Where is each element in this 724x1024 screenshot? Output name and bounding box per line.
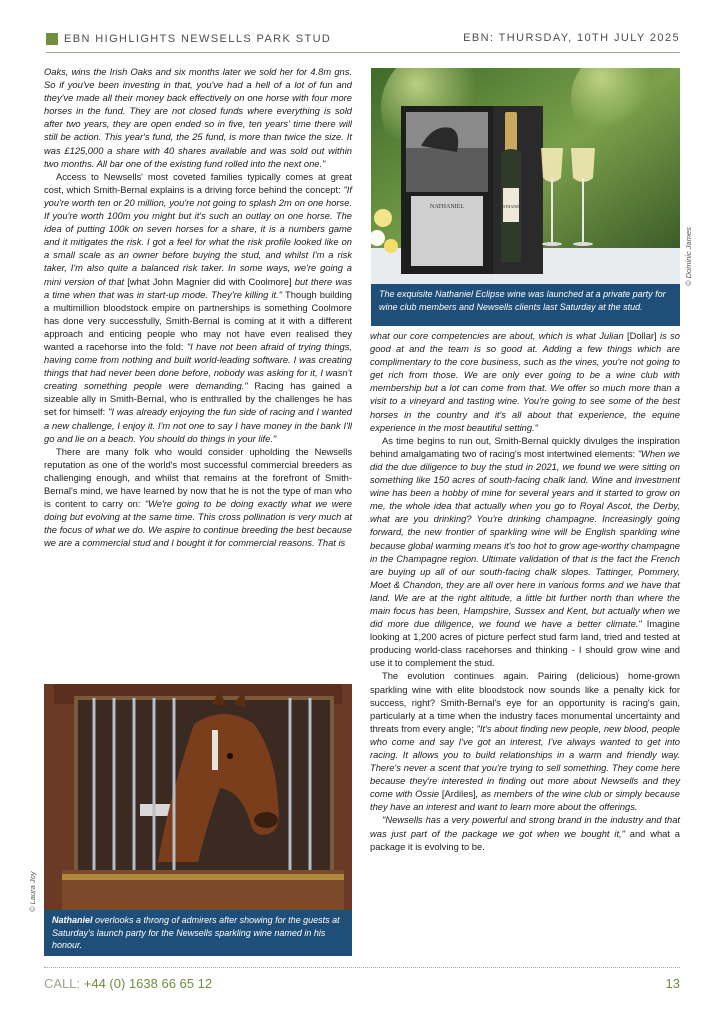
left-column bbox=[44, 66, 352, 550]
quote-text: but there was a time when that was in start-up mode. They're killing it." bbox=[44, 276, 352, 300]
page-number: 13 bbox=[665, 976, 680, 991]
page-header bbox=[46, 32, 680, 53]
body-text: Though building a multimillion bloodstock empire on partnerships is something Coolmore has done very successfully, Smith-Bernal is coming at it with a different approach and enticing people who may not have even realised they wanted a racehorse into the fold: bbox=[44, 289, 352, 352]
quote-text: "If you're worth ten or 20 million, you're not going to splash 2m on one horse. If you're worth 100m you might but it's such an outlay on one horse. The idea of putting 100k on seven horses for a share, it is a numbers game and it mitigates the risk. I got a feel for what the risk profile looked like on a small scale as an owner before buying the stud, and whilst I'm a risk taker, I'm also quite a balanced risk taker. In some ways, we're going a mini version of that bbox=[44, 184, 352, 287]
quote-text: "It's about finding new people, new blood, people who come and say I've got an interest, I've always wanted to get into racing. It allows you to build relationships in a warm and friendly way. There's never a scent that you're trying to sell something. They come here because they're interested in finding out more about Newsells and they come with Ossie bbox=[370, 723, 680, 800]
paragraph bbox=[44, 446, 352, 551]
wine-photo bbox=[371, 68, 680, 284]
quote-text: "We're going to be doing exactly what we were doing but evolving at the same time. This cross pollination is very much at the focus of what we do. We aspire to continue breeding the best because we are a commercial stud and I bought it for commercial reasons. That is bbox=[44, 499, 352, 549]
quote-text: "Newsells has a very powerful and strong brand in the industry and that was just part of the package we got when we bought it," bbox=[370, 815, 680, 839]
quote-text: is so good at and the team is so good at. Adding a few things which are complimentary to the core business, such as the vines, you're not going to get rich from those. We are only ever going to be a wine club with membership but a lot can come from that. We offer so much more than a visit to a vineyard and tasting wine. You're going to see some of the best horses in the country and it's all about that experience, the equine experience in the most beautiful setting." bbox=[370, 331, 680, 433]
paragraph bbox=[370, 814, 680, 853]
quote-text: "I have not been afraid of trying things, having come from nothing and built world-leading software. I was creating things that had never been done before, nobody was asking for it, I wasn't creating something people were demanding." bbox=[44, 341, 352, 392]
paragraph bbox=[44, 171, 352, 446]
paragraph bbox=[370, 330, 680, 435]
body-text: As time begins to run out, Smith-Bernal quickly divulges the inspiration behind amalgamating two of racing's most intertwined elements: bbox=[370, 435, 680, 459]
horse-photo-illustration bbox=[44, 684, 352, 910]
photo-credit: © Dominic James bbox=[684, 227, 693, 286]
body-text: Imagine looking at 1,200 acres of picture perfect stud farm land, tried and tested at producing world-class racehorses and thinking - I should grow wine and use it to complement the stud. bbox=[370, 619, 681, 669]
body-text: Racing has gained a sizeable ally in Smith-Bernal, who is enthralled by the challenges he has set for himself: bbox=[44, 381, 352, 418]
paragraph bbox=[370, 435, 680, 671]
header-section bbox=[46, 32, 331, 45]
section-title: EBN HIGHLIGHTS NEWSELLS PARK STUD bbox=[64, 32, 332, 45]
call-label: CALL: bbox=[44, 976, 81, 991]
box-label: NATHANIEL bbox=[430, 204, 464, 210]
body-text: [Ardiles] bbox=[441, 789, 476, 800]
body-text: and what a package it is evolving to be. bbox=[370, 828, 680, 852]
quote-text: "I was already enjoying the fun side of racing and I wanted a new challenge, I enjoy it. I'm not one to say I have money in the bank I'll go and lie on a beach. You should do things in your life." bbox=[44, 407, 352, 444]
body-text: [what John Magnier did with Coolmore] bbox=[127, 276, 295, 287]
caption-text: The exquisite Nathaniel Eclipse wine was launched at a private party for wine club members and Newsells clients last Saturday at the stud. bbox=[379, 289, 666, 312]
issue-date: EBN: THURSDAY, 10TH JULY 2025 bbox=[463, 32, 680, 44]
footer-contact bbox=[44, 976, 212, 991]
body-text: [Dollar] bbox=[627, 331, 657, 341]
paragraph bbox=[370, 670, 680, 814]
caption-text: overlooks a throng of admirers after showing for the guests at Saturday's launch party for the Newsells sparkling wine named in his honour. bbox=[52, 915, 340, 950]
body-text: Access to Newsells' most coveted families typically comes at great cost, which Smith-Bernal explains is a driving force behind the concept: bbox=[44, 171, 352, 195]
phone-number[interactable]: +44 (0) 1638 66 65 12 bbox=[83, 976, 213, 991]
header-square-icon bbox=[46, 33, 58, 45]
wine-photo-illustration bbox=[371, 68, 680, 284]
bottle-label: NATHANIEL bbox=[499, 204, 523, 209]
right-column bbox=[370, 330, 680, 854]
caption-name: Nathaniel bbox=[52, 915, 93, 925]
body-text: The evolution continues again. Pairing (delicious) home-grown sparkling wine with elite bloodstock now sounds like a penalty kick for success, right? Smith-Bernal's eye for an opportunity is racing's gain, particularly at a time when the industry faces monumental uncertainty and threats from every angle; bbox=[370, 671, 680, 734]
paragraph bbox=[44, 66, 352, 171]
quote-text: Oaks, wins the Irish Oaks and six months later we sold her for 4.8m gns. So if you've been investing in that, you've had a hell of a lot of fun and they've made all their money back effectively on one horse with four more horses in the fund. They are not closed funds where everything is sold after two years, they are open ended so in five, ten years' time there will still be action. This year's fund, the 25 fund, is more than twice the size. It was £125,000 a share with 40 shares available and was sold out within two months. All bar one of the existing fund rolled into the next one." bbox=[44, 67, 352, 169]
body-text: There are many folk who would consider upholding the Newsells reputation as one of the world's most successful commercial breeders as challenging enough, and whilst that remains at the forefront of Smith-Bernal's mind, we have learned by now that he is not the type of man who is content to carry on: bbox=[44, 446, 352, 510]
quote-text: what our core competencies are about, which is what Julian bbox=[370, 331, 628, 341]
quote-text: , as members of the wine club or simply because they have an interest and want to learn more about the offerings. bbox=[370, 789, 680, 813]
footer-divider bbox=[44, 967, 680, 968]
horse-photo bbox=[44, 684, 352, 910]
horse-photo-caption bbox=[44, 910, 352, 956]
photo-credit: © Laura Joy bbox=[28, 871, 37, 912]
quote-text: "When we did the due diligence to buy the stud in 2021, we found we were sitting on something like 150 acres of south-facing chalk land. Wine and investment wine has been a hobby of mine for several years and it started to grow on me, the whole idea that actually when you go to Royal Ascot, the Derby, what are you drinking? You're drinking champagne. Increasingly going forward, the new frontier of sparkling wine will be English sparkling wine because global warming means it's too hot to grow age-worthy champagne in the Champagne region. Ultimate validation of that is the fact the French are buying up all of our south-facing chalk slopes. Tattinger, Pommery, Moet & Chandon, they are all over here in various forms and we have that land. We are at the right altitude, a little bit further north than where the main focus has been, Hampshire, Sussex and Kent, but actually when we did more due diligence, we found we have a better climate." bbox=[370, 448, 680, 630]
wine-photo-caption bbox=[371, 284, 680, 326]
